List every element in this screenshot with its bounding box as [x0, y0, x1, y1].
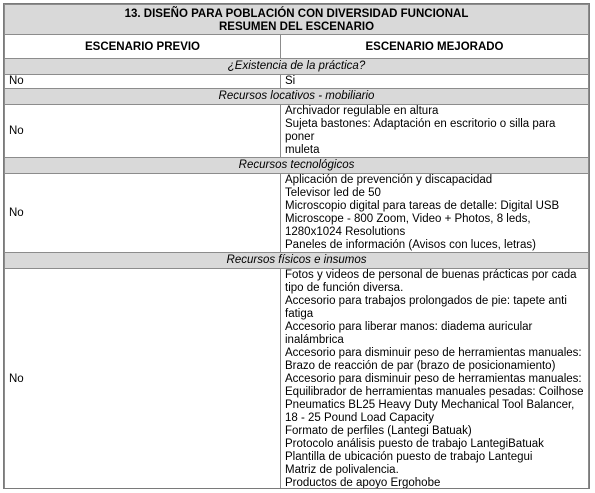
previous-scenario-cell: No	[5, 174, 281, 253]
scenario-summary-frame	[3, 3, 590, 489]
improved-scenario-line: 1280x1024 Resolutions	[285, 226, 406, 238]
improved-scenario-line: tipo de función diversa.	[285, 282, 404, 294]
improved-scenario-line: Fotos y videos de personal de buenas prácticas por cada	[285, 269, 577, 281]
title-row	[5, 5, 589, 35]
improved-scenario-cell	[281, 269, 589, 490]
improved-scenario-line: Televisor led de 50	[285, 187, 381, 199]
column-header-row	[5, 35, 589, 59]
improved-scenario-line: fatiga	[285, 308, 314, 320]
section-title: ¿Existencia de la práctica?	[5, 59, 589, 75]
scenario-table	[4, 4, 589, 489]
previous-scenario-cell: No	[5, 75, 281, 89]
improved-scenario-line: Paneles de información (Avisos con luces, letras)	[285, 239, 536, 251]
improved-scenario-line: Equilibrador de herramientas manuales pesadas: Coilhose	[285, 386, 584, 398]
section-header-row	[5, 253, 589, 269]
section-content-row	[5, 269, 589, 490]
column-header-new: ESCENARIO MEJORADO	[281, 35, 589, 59]
section-header-row	[5, 89, 589, 105]
improved-scenario-line: Archivador regulable en altura	[285, 105, 439, 117]
improved-scenario-line: Accesorio para trabajos prolongados de pie: tapete anti	[285, 295, 567, 307]
improved-scenario-line: Sujeta bastones: Adaptación en escritorio o silla para poner	[285, 118, 556, 143]
improved-scenario-line: Si	[285, 75, 296, 87]
section-content-row	[5, 75, 589, 89]
previous-scenario-cell: No	[5, 105, 281, 158]
section-content-row	[5, 105, 589, 158]
section-header-row	[5, 59, 589, 75]
improved-scenario-line: Formato de perfiles (Lantegi Batuak)	[285, 425, 472, 437]
improved-scenario-line: Aplicación de prevención y discapacidad	[285, 174, 493, 186]
previous-scenario-cell: No	[5, 269, 281, 490]
section-title: Recursos físicos e insumos	[5, 253, 589, 269]
improved-scenario-line: inalámbrica	[285, 334, 344, 346]
column-header-prev: ESCENARIO PREVIO	[5, 35, 281, 59]
improved-scenario-line: Pneumatics BL25 Heavy Duty Mechanical Tool Balancer,	[285, 399, 575, 411]
section-title: Recursos tecnológicos	[5, 158, 589, 174]
improved-scenario-line: Productos de apoyo Ergohobe	[285, 477, 441, 489]
improved-scenario-cell	[281, 75, 589, 89]
document-title: 13. DISEÑO PARA POBLACIÓN CON DIVERSIDAD FUNCIONAL	[124, 8, 469, 20]
improved-scenario-line: Accesorio para liberar manos: diadema auricular	[285, 321, 533, 333]
improved-scenario-line: Protocolo análisis puesto de trabajo LantegiBatuak	[285, 438, 544, 450]
improved-scenario-cell	[281, 105, 589, 158]
improved-scenario-line: Matriz de polivalencia.	[285, 464, 399, 476]
title-cell	[5, 5, 589, 35]
improved-scenario-line: Brazo de reacción de par (brazo de posicionamiento)	[285, 360, 556, 372]
document-subtitle: RESUMEN DEL ESCENARIO	[218, 20, 375, 33]
improved-scenario-line: 18 - 25 Pound Load Capacity	[285, 412, 434, 424]
section-content-row	[5, 174, 589, 253]
section-title: Recursos locativos - mobiliario	[5, 89, 589, 105]
improved-scenario-line: Microscope - 800 Zoom, Video + Photos, 8 leds,	[285, 213, 531, 225]
section-header-row	[5, 158, 589, 174]
improved-scenario-line: Microscopio digital para tareas de detalle: Digital USB	[285, 200, 560, 212]
improved-scenario-line: Accesorio para disminuir peso de herramientas manuales:	[285, 347, 582, 359]
improved-scenario-cell	[281, 174, 589, 253]
improved-scenario-line: Accesorio para disminuir peso de herramientas manuales:	[285, 373, 582, 385]
improved-scenario-line: muleta	[285, 144, 320, 156]
improved-scenario-line: Plantilla de ubicación puesto de trabajo Lantegui	[285, 451, 533, 463]
